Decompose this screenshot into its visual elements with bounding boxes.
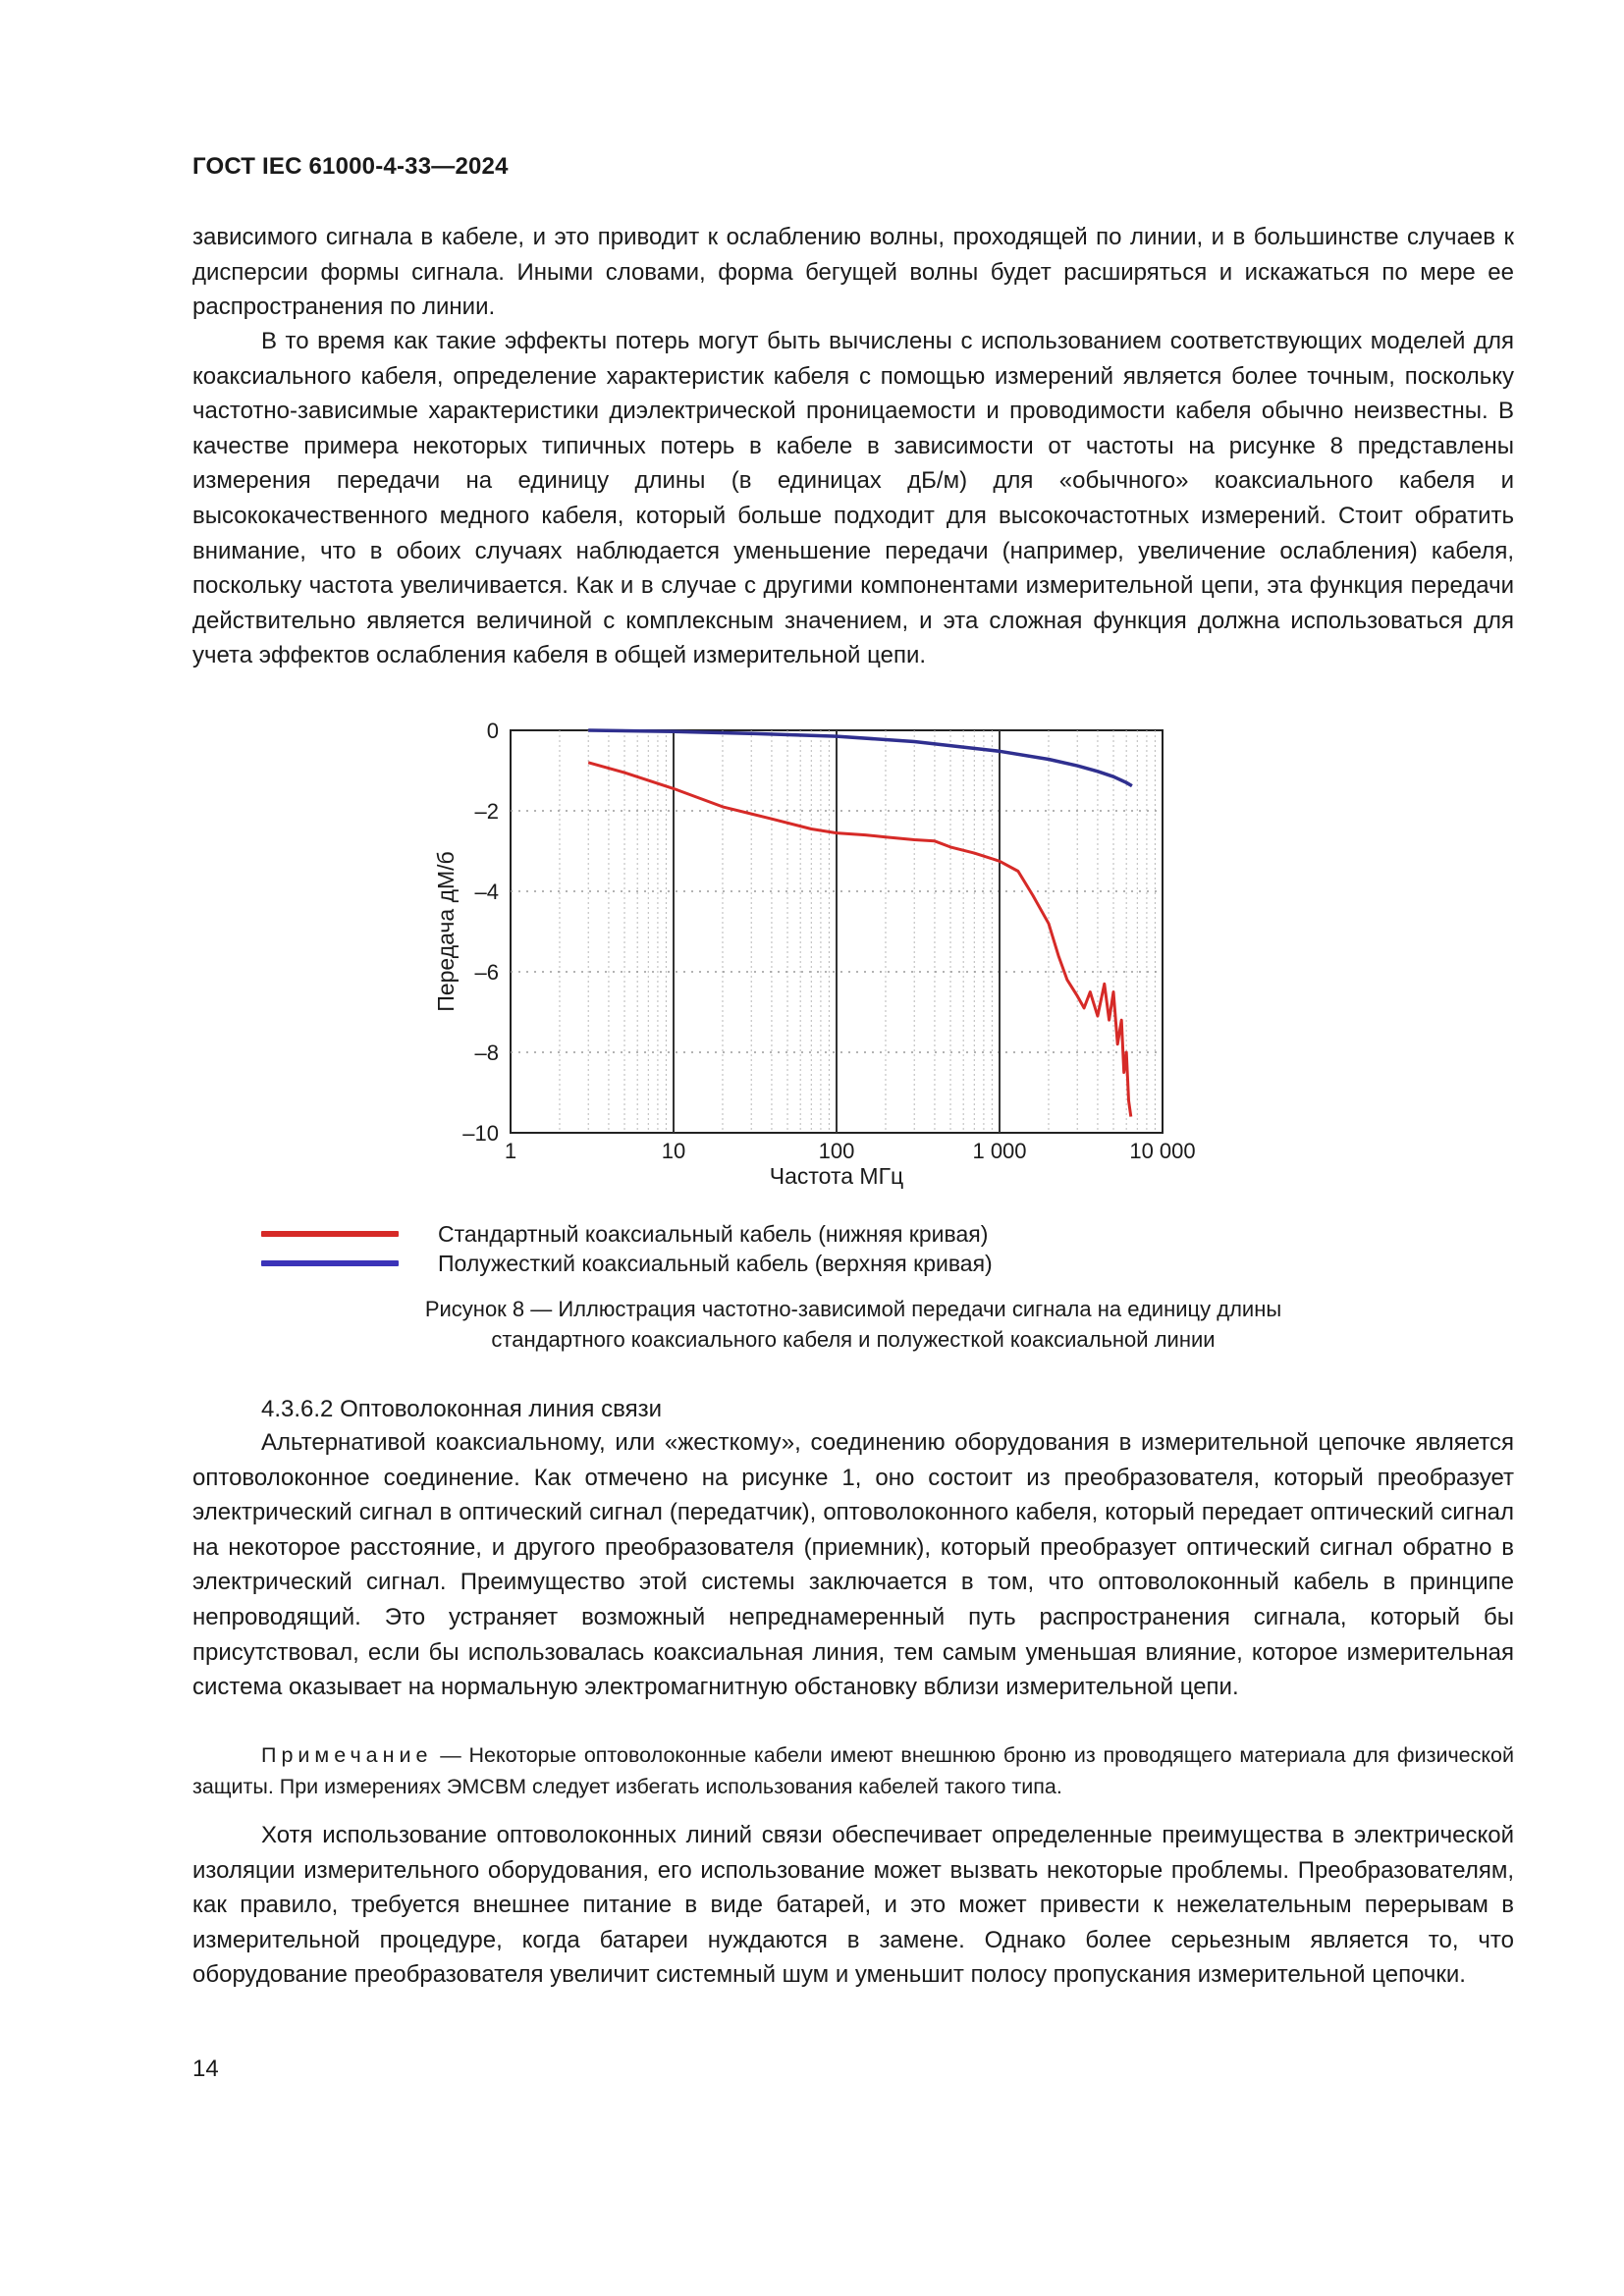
y-tick-label: 0 [486, 719, 499, 743]
figure-caption [192, 1294, 1514, 1355]
subsection-title: 4.3.6.2 Оптоволоконная линия связи [261, 1396, 662, 1422]
y-tick-label: –4 [474, 880, 499, 904]
y-tick-label: –10 [462, 1121, 499, 1146]
paragraph-text: Альтернативой коаксиальному, или «жесткому», соединению оборудования в измерительной цепочке является оптоволоконное соединение. Как отмечено на рисунке 1, оно состоит из преобразователя, который преобразует электрический сигнал в оптический сигнал (передатчик), оптоволоконного кабеля, который передает оптический сигнал на некоторое расстояние, и другого преобразователя (приемник), который преобразует оптический сигнал обратно в электрический сигнал. Преимущество этой системы заключается в том, что оптоволоконный кабель в принципе непроводящий. Это устраняет возможный непреднамеренный путь распространения сигнала, который бы присутствовал, если бы использовалась коаксиальная линия, тем самым уменьшая влияние, которое измерительная система оказывает на нормальную электромагнитную обстановку вблизи измерительной цепи. [192, 1429, 1514, 1701]
caption-line: Рисунок 8 — Иллюстрация частотно-зависимой передачи сигнала на единицу длины [424, 1297, 1282, 1321]
x-tick-label: 10 000 [1129, 1139, 1196, 1163]
x-tick-label: 100 [818, 1139, 855, 1163]
legend-swatch-blue [261, 1260, 399, 1266]
caption-line: стандартного коаксиального кабеля и полужесткой коаксиальной линии [491, 1327, 1216, 1352]
legend-label: Стандартный коаксиальный кабель (нижняя кривая) [438, 1221, 989, 1247]
paragraph-fiber [192, 1425, 1514, 1705]
legend-item-semirigid [261, 1249, 993, 1278]
y-tick-label: –8 [474, 1041, 499, 1065]
figure-8-chart [412, 707, 1257, 1198]
paragraph-drawbacks [192, 1818, 1514, 1993]
paragraph-text: Хотя использование оптоволоконных линий связи обеспечивает определенные преимущества в электрической изоляции измерительного оборудования, его использование может вызвать некоторые проблемы. Преобразователям, как правило, требуется внешнее питание в виде батарей, и это может привести к нежелательным перерывам в измерительной процедуре, когда батареи нуждаются в замене. Однако более серьезным является то, что оборудование преобразователя увеличит системный шум и уменьшит полосу пропускания измерительной цепочки. [192, 1822, 1514, 1989]
figure-legend [261, 1219, 993, 1278]
note-text: — Некоторые оптоволоконные кабели имеют внешнюю броню из проводящего материала для физической защиты. При измерениях ЭМСВМ следует избегать использования кабелей такого типа. [192, 1743, 1514, 1798]
note-label: Примечание [261, 1743, 433, 1767]
paragraph-text: зависимого сигнала в кабеле, и это приводит к ослаблению волны, проходящей по линии, и в большинстве случаев к дисперсии формы сигнала. Иными словами, форма бегущей волны будет расширяться и искажаться по мере ее распространения по линии. [192, 224, 1514, 321]
paragraph-text: В то время как такие эффекты потерь могут быть вычислены с использованием соответствующих моделей для коаксиального кабеля, определение характеристик кабеля с помощью измерений является более точным, поскольку частотно-зависимые характеристики диэлектрической проницаемости и проводимости кабеля обычно неизвестны. В качестве примера некоторых типичных потерь в кабеле в зависимости от частоты на рисунке 8 представлены измерения передачи на единицу длины (в единицах дБ/м) для «обычного» коаксиального кабеля и высококачественного медного кабеля, который больше подходит для высокочастотных измерений. Стоит обратить внимание, что в обоих случаях наблюдается уменьшение передачи (например, увеличение ослабления) кабеля, поскольку частота увеличивается. Как и в случае с другими компонентами измерительной цепи, эта функция передачи действительно является величиной с комплексным значением, и эта сложная функция должна использоваться для учета эффектов ослабления кабеля в общей измерительной цепи. [192, 328, 1514, 669]
y-tick-label: –6 [474, 960, 499, 985]
paragraph-losses [192, 324, 1514, 673]
legend-label: Полужесткий коаксиальный кабель (верхняя кривая) [438, 1251, 993, 1276]
x-tick-label: 1 [504, 1139, 517, 1163]
y-tick-label: –2 [474, 799, 499, 824]
page-number: 14 [192, 2056, 219, 2082]
legend-swatch-red [261, 1231, 399, 1237]
paragraph-continuation [192, 220, 1514, 325]
legend-item-standard [261, 1219, 993, 1249]
y-axis-label: Передача дМ/б [433, 851, 459, 1012]
document-header: ГОСТ IEC 61000-4-33—2024 [192, 153, 509, 180]
x-tick-label: 10 [661, 1139, 686, 1163]
x-axis-label: Частота МГц [769, 1163, 904, 1189]
note [192, 1739, 1514, 1802]
x-tick-label: 1 000 [972, 1139, 1027, 1163]
